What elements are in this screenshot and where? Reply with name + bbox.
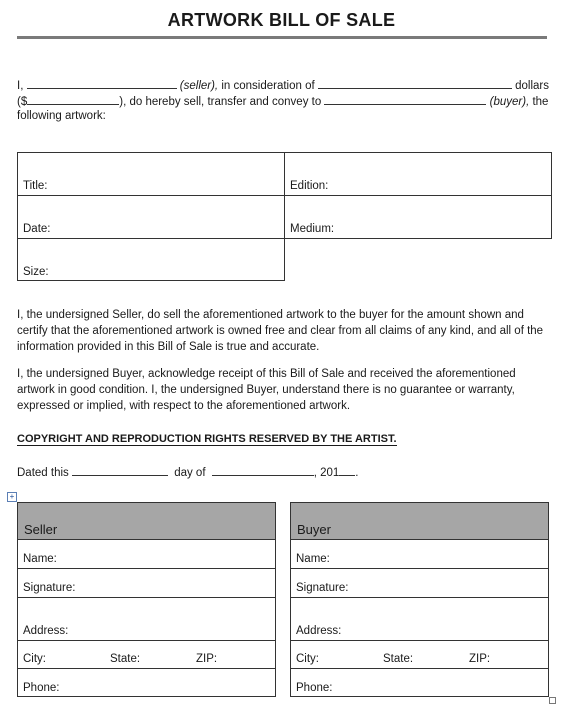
seller-label: (seller), (179, 80, 219, 92)
amount-number-blank[interactable] (27, 92, 119, 105)
buyer-city-label: City: (296, 653, 319, 665)
buyer-name-label: Name: (296, 553, 330, 565)
seller-name-blank[interactable] (27, 76, 177, 89)
artwork-title-field[interactable]: Title: (23, 180, 48, 192)
intro-line-3: following artwork: (17, 110, 106, 122)
seller-signature-label: Signature: (23, 582, 76, 594)
convey-text: ), do hereby sell, transfer and convey to (119, 96, 322, 108)
buyer-name-blank[interactable] (324, 92, 486, 105)
period: . (355, 467, 359, 479)
year-prefix: , 201 (313, 467, 340, 479)
title-rule (17, 36, 547, 39)
dollar-open: ($ (17, 96, 28, 108)
dated-this-text: Dated this (17, 467, 69, 479)
buyer-zip-label: ZIP: (469, 653, 491, 665)
buyer-header (291, 503, 548, 540)
buyer-signature-row[interactable] (291, 569, 548, 598)
buyer-name-row[interactable] (291, 540, 548, 569)
dollars-text: dollars (515, 80, 549, 92)
artwork-size-field[interactable]: Size: (23, 266, 49, 278)
seller-address-row[interactable] (18, 598, 275, 641)
artwork-medium-field[interactable]: Medium: (290, 223, 335, 235)
seller-name-row[interactable] (18, 540, 275, 569)
buyer-state-label: State: (383, 653, 414, 665)
seller-heading: Seller (24, 522, 58, 537)
buyer-address-label: Address: (296, 625, 342, 637)
seller-phone-row[interactable] (18, 669, 275, 697)
seller-address-label: Address: (23, 625, 69, 637)
buyer-box (290, 502, 549, 697)
artwork-edition-field[interactable]: Edition: (290, 180, 329, 192)
seller-header (18, 503, 275, 540)
seller-signature-row[interactable] (18, 569, 275, 598)
artwork-date-field[interactable]: Date: (23, 223, 51, 235)
day-of-text: day of (174, 467, 206, 479)
day-blank[interactable] (72, 463, 168, 476)
dated-line (17, 463, 359, 481)
month-blank[interactable] (212, 463, 314, 476)
table-move-handle-icon[interactable]: + (7, 492, 17, 502)
seller-city-row[interactable] (18, 641, 275, 669)
buyer-address-row[interactable] (291, 598, 548, 641)
seller-zip-label: ZIP: (196, 653, 218, 665)
seller-phone-label: Phone: (23, 682, 60, 694)
seller-name-label: Name: (23, 553, 57, 565)
buyer-city-row[interactable] (291, 641, 548, 669)
copyright-text: COPYRIGHT AND REPRODUCTION RIGHTS RESERVED BY THE ARTIST. (17, 433, 397, 445)
consideration-text: in consideration of (221, 80, 315, 92)
table-resize-handle-icon[interactable] (549, 697, 556, 704)
artwork-size-cell (17, 238, 285, 281)
the-text: the (532, 96, 549, 108)
buyer-label: (buyer), (489, 96, 530, 108)
buyer-statement: I, the undersigned Buyer, acknowledge receipt of this Bill of Sale and received the aforementioned artwork in good condition. I, the undersigned Buyer, understand there is no guarantee or warranty, expressed or implied, with respect to the aforementioned artwork. (17, 368, 516, 412)
buyer-phone-label: Phone: (296, 682, 333, 694)
seller-box (17, 502, 276, 697)
seller-city-label: City: (23, 653, 46, 665)
seller-state-label: State: (110, 653, 141, 665)
buyer-heading: Buyer (297, 522, 331, 537)
document-title: ARTWORK BILL OF SALE (167, 10, 396, 30)
amount-words-blank[interactable] (318, 76, 512, 89)
year-blank[interactable] (339, 463, 355, 476)
copyright-notice (17, 431, 397, 447)
buyer-phone-row[interactable] (291, 669, 548, 697)
buyer-signature-label: Signature: (296, 582, 349, 594)
seller-statement: I, the undersigned Seller, do sell the aforementioned artwork to the buyer for the amount shown and certify that the aforementioned artwork is owned free and clear from all claims of any kind, and all of the information provided in this Bill of Sale is true and accurate. (17, 309, 544, 353)
intro-i: I, (17, 80, 24, 92)
